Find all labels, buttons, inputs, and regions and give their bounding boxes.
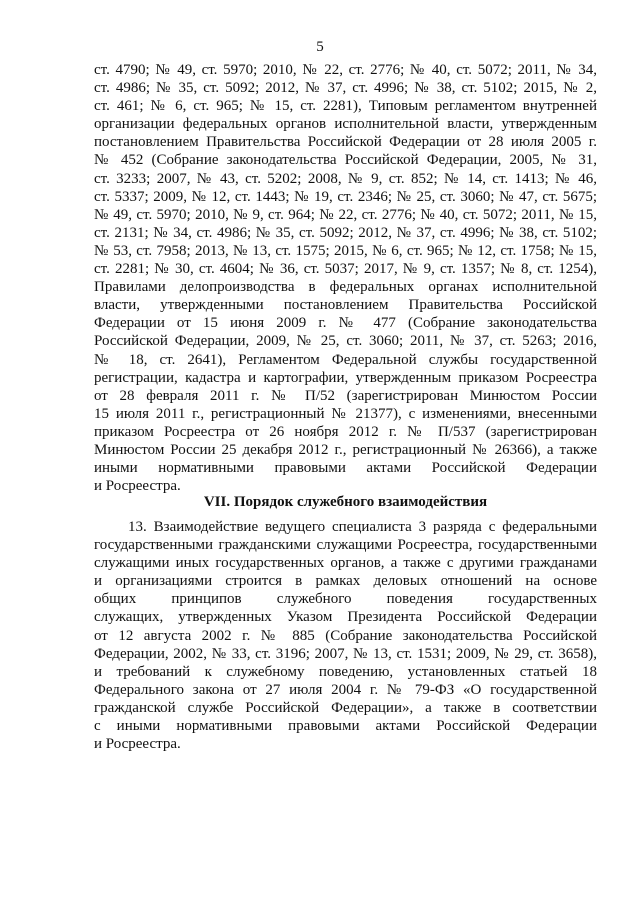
text-line: от 12 августа 2002 г. № 885 (Собрание законодательства Российской xyxy=(94,627,597,644)
paragraph-continuation xyxy=(94,61,597,495)
text-line: 15 июля 2011 г., регистрационный № 21377), с изменениями, внесенными xyxy=(94,405,597,422)
text-line: служащими иных государственных органов, а также с другими гражданами xyxy=(94,555,597,572)
text-line: Минюстом России 25 декабря 2012 г., регистрационный № 26366), а также xyxy=(94,441,597,458)
text-line: и требований к служебному поведению, установленных статьей 18 xyxy=(94,663,597,680)
text-line: ст. 2281; № 30, ст. 4604; № 36, ст. 5037; 2017, № 9, ст. 1357; № 8, ст. 1254), xyxy=(94,261,597,278)
text-line: государственными гражданскими служащими Росреестра, государственными xyxy=(94,537,597,554)
section-heading: VII. Порядок служебного взаимодействия xyxy=(203,494,488,510)
text-line: Федерации от 15 июня 2009 г. № 477 (Собрание законодательства xyxy=(94,315,597,332)
text-line: Правилами делопроизводства в федеральных органах исполнительной xyxy=(94,279,597,296)
text-line: постановлением Правительства Российской Федерации от 28 июля 2005 г. xyxy=(94,134,597,151)
text-line: регистрации, кадастра и картографии, утвержденным приказом Росреестра xyxy=(94,369,597,386)
text-line: ст. 3233; 2007, № 43, ст. 5202; 2008, № 9, ст. 852; № 14, ст. 1413; № 46, xyxy=(94,170,597,187)
text-line: организации федеральных органов исполнительной власти, утвержденным xyxy=(94,116,597,133)
text-line: и организациями строится в рамках деловых отношений на основе xyxy=(94,573,597,590)
text-line: гражданской службе Российской Федерации», а также в соответствии xyxy=(94,699,597,716)
text-line: и Росреестра. xyxy=(94,736,181,753)
text-line: Федерации, 2002, № 33, ст. 3196; 2007, № 13, ст. 1531; 2009, № 29, ст. 3658), xyxy=(94,645,597,662)
text-line: с иными нормативными правовыми актами Российской Федерации xyxy=(94,718,597,735)
text-line: приказом Росреестра от 26 ноября 2012 г. № П/537 (зарегистрирован xyxy=(94,423,597,440)
text-line: иными нормативными правовыми актами Российской Федерации xyxy=(94,460,597,477)
text-line: ст. 2131; № 34, ст. 4986; № 35, ст. 5092; 2012, № 37, ст. 4996; № 38, ст. 5102; xyxy=(94,224,597,241)
text-line: общих принципов служебного поведения государственных xyxy=(94,591,597,608)
text-line: № 53, ст. 7958; 2013, № 13, ст. 1575; 2015, № 6, ст. 965; № 12, ст. 1758; № 15, xyxy=(94,242,597,259)
text-line: ст. 5337; 2009, № 12, ст. 1443; № 19, ст. 2346; № 25, ст. 3060; № 47, ст. 5675; xyxy=(94,188,597,205)
text-line: и Росреестра. xyxy=(94,478,181,495)
text-line: от 28 февраля 2011 г. № П/52 (зарегистрирован Минюстом России xyxy=(94,387,597,404)
text-line: № 18, ст. 2641), Регламентом Федеральной службы государственной xyxy=(94,351,597,368)
text-line: Российской Федерации, 2009, № 25, ст. 3060; 2011, № 37, ст. 5263; 2016, xyxy=(94,333,597,350)
text-line: № 452 (Собрание законодательства Российской Федерации, 2005, № 31, xyxy=(94,152,597,169)
page-number: 5 xyxy=(316,39,324,55)
text-line: ст. 4790; № 49, ст. 5970; 2010, № 22, ст. 2776; № 40, ст. 5072; 2011, № 34, xyxy=(94,62,597,78)
text-line: Федерального закона от 27 июля 2004 г. № 79-ФЗ «О государственной xyxy=(94,681,597,698)
text-line: № 49, ст. 5970; 2010, № 9, ст. 964; № 22, ст. 2776; № 40, ст. 5072; 2011, № 15, xyxy=(94,206,597,223)
text-line: 13. Взаимодействие ведущего специалиста 3 разряда с федеральными xyxy=(128,519,597,535)
text-line: ст. 461; № 6, ст. 965; № 15, ст. 2281), Типовым регламентом внутренней xyxy=(94,98,597,115)
text-line: ст. 4986; № 35, ст. 5092; 2012, № 37, ст. 4996; № 38, ст. 5102; 2015, № 2, xyxy=(94,80,597,97)
paragraph-13 xyxy=(94,518,597,753)
text-line: служащих, утвержденных Указом Президента Российской Федерации xyxy=(94,609,597,626)
text-line: власти, утвержденными постановлением Правительства Российской xyxy=(94,297,597,314)
